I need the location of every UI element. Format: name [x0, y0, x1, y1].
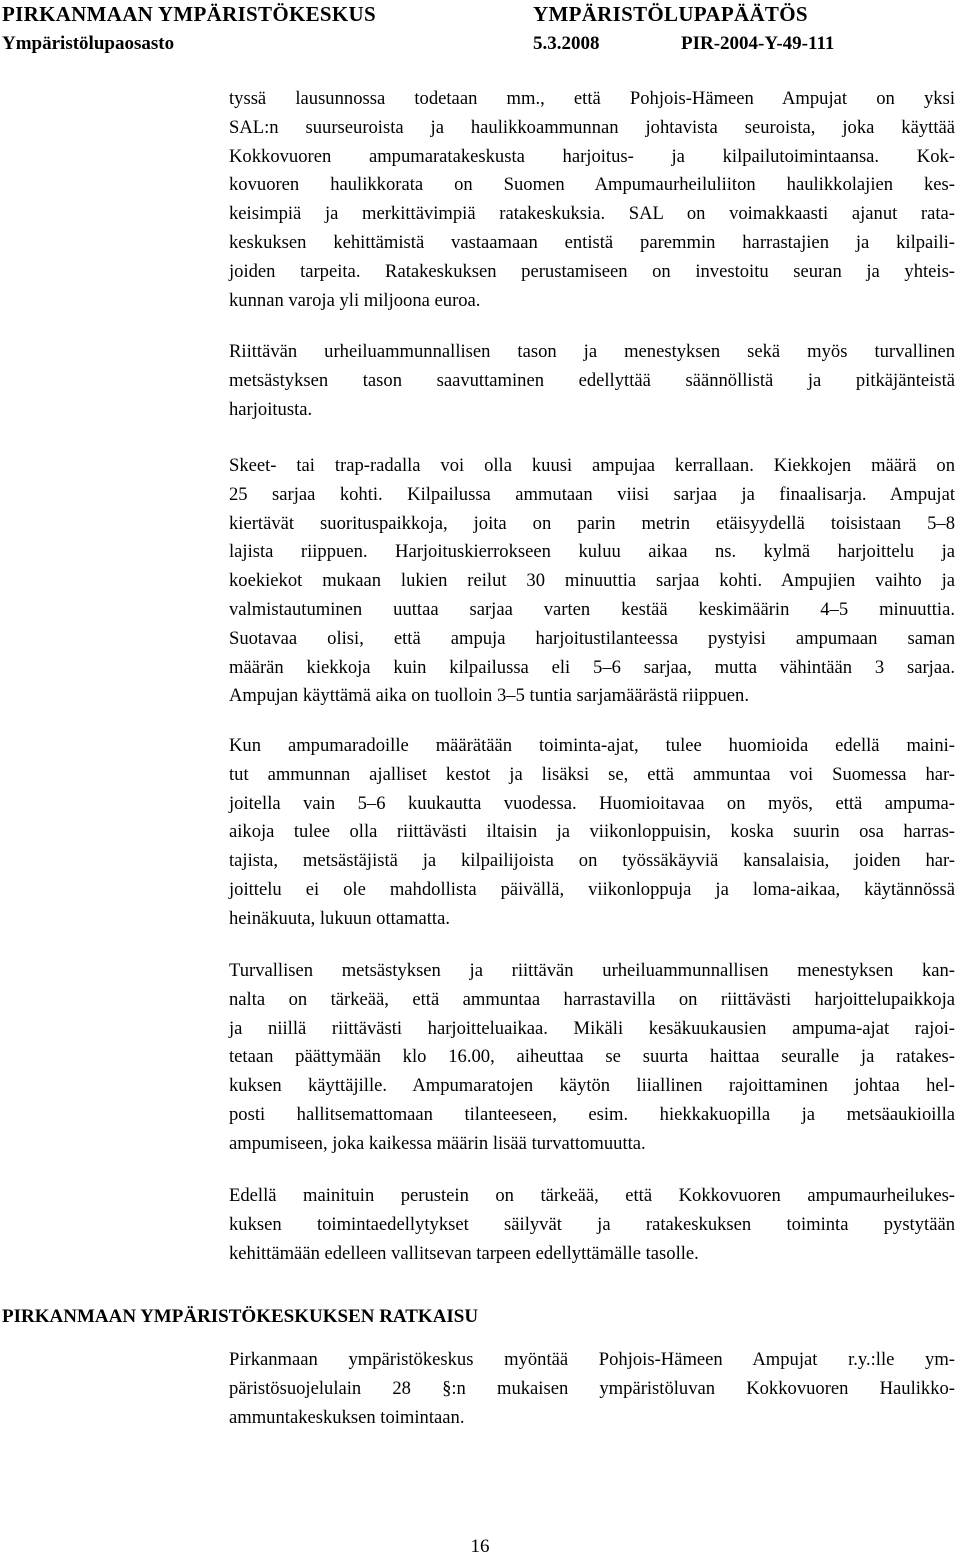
text-line: Kun ampumaradoille määrätään toiminta-ajat, tulee huomioida edellä maini-	[229, 735, 955, 756]
text-line: tajista, metsästäjistä ja kilpailijoista on työssäkäyviä kansalaisia, joiden har-	[229, 850, 955, 872]
header-unit: Ympäristölupaosasto	[2, 33, 175, 54]
text-line: SAL:n suurseuroista ja haulikkoammunnan johtavista seuroista, joka käyttää	[229, 116, 955, 138]
text-line: Suotavaa olisi, että ampuja harjoitustilanteessa pystyisi ampumaan saman	[229, 627, 955, 649]
text-line: Pirkanmaan ympäristökeskus myöntää Pohjois-Hämeen Ampujat r.y.:lle ym-	[229, 1349, 955, 1370]
text-line: ammuntakeskuksen toimintaan.	[229, 1406, 465, 1428]
text-line: tyssä lausunnossa todetaan mm., että Pohjois-Hämeen Ampujat on yksi	[229, 88, 955, 109]
text-line: joitella vain 5–6 kuukautta vuodessa. Huomioitavaa on myös, että ampuma-	[229, 792, 955, 814]
header-number: PIR-2004-Y-49-111	[681, 33, 835, 54]
text-line: kiertävät suorituspaikkoja, joita on parin metrin etäisyydellä toisistaan 5–8	[229, 512, 955, 534]
text-line: keskuksen kehittämistä vastaamaan entistä paremmin harrastajien ja kilpaili-	[229, 231, 955, 253]
text-line: kuksen käyttäjille. Ampumaratojen käytön liiallinen rajoittaminen johtaa hel-	[229, 1075, 955, 1097]
header-date: 5.3.2008	[533, 33, 600, 54]
page-number: 16	[470, 1536, 490, 1557]
text-line: Ampujan käyttämä aika on tuolloin 3–5 tuntia sarjamäärästä riippuen.	[229, 685, 749, 707]
paragraph	[229, 957, 955, 1159]
section-title: PIRKANMAAN YMPÄRISTÖKESKUKSEN RATKAISU	[2, 1306, 479, 1327]
text-line: heinäkuuta, lukuun ottamatta.	[229, 907, 451, 929]
text-line: kuksen toimintaedellytykset säilyvät ja ratakeskuksen toiminta pystytään	[229, 1213, 955, 1235]
text-line: posti hallitsemattomaan tilanteeseen, esim. hiekkakuopilla ja metsäaukioilla	[229, 1103, 955, 1125]
text-line: lajista riippuen. Harjoituskierrokseen kuluu aikaa ns. kylmä harjoittelu ja	[229, 541, 955, 563]
text-line: Riittävän urheiluammunnallisen tason ja menestyksen sekä myös turvallinen	[229, 341, 955, 362]
paragraph	[229, 732, 955, 934]
paragraph	[229, 338, 955, 424]
text-line: tetaan päättymään klo 16.00, aiheuttaa se suurta haittaa seuralle ja ratakes-	[229, 1046, 955, 1068]
text-line: kunnan varoja yli miljoona euroa.	[229, 289, 481, 311]
text-line: keisimpiä ja merkittävimpiä ratakeskuksia. SAL on voimakkaasti ajanut rata-	[229, 203, 955, 225]
text-line: joiden tarpeita. Ratakeskuksen perustamiseen on investoitu seuran ja yhteis-	[229, 260, 955, 282]
text-line: Kokkovuoren ampumaratakeskusta harjoitus- ja kilpailutoimintaansa. Kok-	[229, 145, 955, 167]
text-line: kovuoren haulikkorata on Suomen Ampumaurheiluliiton haulikkolajien kes-	[229, 174, 955, 196]
header-doc-type: YMPÄRISTÖLUPAPÄÄTÖS	[533, 2, 808, 26]
text-line: määrän kiekkoja kuin kilpailussa eli 5–6 sarjaa, mutta vähintään 3 sarjaa.	[229, 656, 955, 678]
text-line: tut ammunnan ajalliset kestot ja lisäksi se, että ammuntaa voi Suomessa har-	[229, 763, 955, 785]
paragraph	[229, 452, 955, 711]
paragraph	[229, 1182, 955, 1268]
text-line: ja niillä riittävästi harjoitteluaikaa. Mikäli kesäkuukausien ampuma-ajat rajoi-	[229, 1017, 955, 1039]
text-line: nalta on tärkeää, että ammuntaa harrastavilla on riittävästi harjoittelupaikkoja	[229, 988, 955, 1010]
text-line: aikoja tulee olla riittävästi iltaisin ja viikonloppuisin, koska suurin osa harras-	[229, 821, 955, 843]
text-line: joittelu ei ole mahdollista päivällä, viikonloppuja ja loma-aikaa, käytännössä	[229, 878, 955, 900]
paragraph	[229, 85, 955, 315]
decision-paragraph	[229, 1346, 955, 1432]
header-org: PIRKANMAAN YMPÄRISTÖKESKUS	[2, 2, 376, 26]
text-line: ampumiseen, joka kaikessa määrin lisää turvattomuutta.	[229, 1132, 646, 1154]
text-line: harjoitusta.	[229, 398, 313, 420]
text-line: Skeet- tai trap-radalla voi olla kuusi ampujaa kerrallaan. Kiekkojen määrä on	[229, 455, 955, 476]
text-line: Turvallisen metsästyksen ja riittävän urheiluammunnallisen menestyksen kan-	[229, 960, 955, 981]
text-line: Edellä mainituin perustein on tärkeää, että Kokkovuoren ampumaurheilukes-	[229, 1185, 955, 1206]
text-line: päristösuojelulain 28 §:n mukaisen ympäristöluvan Kokkovuoren Haulikko-	[229, 1377, 955, 1399]
text-line: metsästyksen tason saavuttaminen edellyttää säännöllistä ja pitkäjänteistä	[229, 369, 955, 391]
text-line: kehittämään edelleen vallitsevan tarpeen edellyttämälle tasolle.	[229, 1242, 699, 1264]
text-line: koekiekot mukaan lukien reilut 30 minuuttia sarjaa kohti. Ampujien vaihto ja	[229, 570, 955, 592]
text-line: valmistautuminen uuttaa sarjaa varten kestää keskimäärin 4–5 minuuttia.	[229, 598, 955, 620]
text-line: 25 sarjaa kohti. Kilpailussa ammutaan viisi sarjaa ja finaalisarja. Ampujat	[229, 483, 955, 505]
